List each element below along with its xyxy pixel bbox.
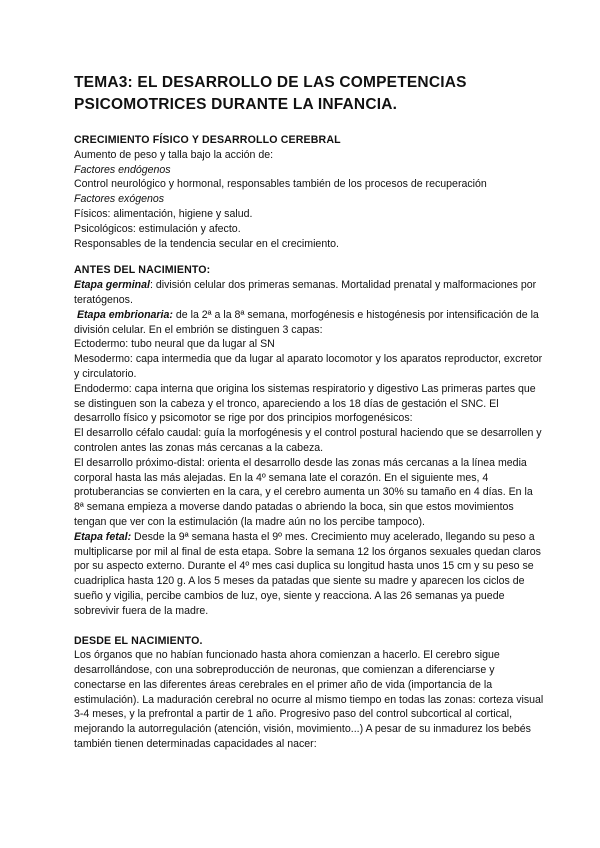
title-line-2: PSICOMOTRICES DURANTE LA INFANCIA. <box>74 96 398 113</box>
paragraph-etapa-fetal <box>74 530 544 619</box>
paragraph-desde-nacimiento: Los órganos que no habían funcionado hasta ahora comienzan a hacerlo. El cerebro sigue desarrollándose, con una sobreproducción de neuronas, que comienzan a diferenciarse y conectarse en las diferentes áreas cerebrales en el primer año de vida (importancia de la estimulación). La maduración cerebral no ocurre al mismo tiempo en todas las zonas: corteza visual 3-4 meses, y la prefrontal a partir de 1 año. Progresivo paso del control subcortical al cortical, mejorando la autorregulación (atención, visión, movimiento...) A pesar de su inmadurez los bebés también tienen determinadas capacidades al nacer: <box>74 649 544 751</box>
label-factores-exogenos: Factores exógenos <box>74 193 165 206</box>
paragraph-etapa-embrionaria <box>74 308 544 338</box>
paragraph-ectodermo: Ectodermo: tubo neural que da lugar al SN <box>74 338 275 351</box>
text-etapa-fetal: Desde la 9ª semana hasta el 9º mes. Crecimiento muy acelerado, llegando su peso a multiplicarse por mil al final de esta etapa. Sobre la semana 12 los órganos sexuales quedan claros por su aspecto externo. Durante el 4º mes casi duplica su longitud hasta unos 15 cm y su peso se cuadriplica hasta 120 g. A los 5 meses da patadas que siente su madre y aparecen los ciclos de sueño y vigilia, percibe cambios de luz, oye, siente y reacciona. A las 26 semanas ya puede sobrevivir fuera de la madre. <box>74 530 541 617</box>
paragraph-secular: Responsables de la tendencia secular en el crecimiento. <box>74 237 339 250</box>
section-heading-crecimiento: CRECIMIENTO FÍSICO Y DESARROLLO CEREBRAL <box>74 134 341 146</box>
section-heading-antes-nacimiento: ANTES DEL NACIMIENTO: <box>74 264 211 277</box>
paragraph-endodermo: Endodermo: capa interna que origina los sistemas respiratorio y digestivo Las primeras partes que se distinguen son la cabeza y el tronco, apareciendo a los 18 días de gestación el SNC. El desarrollo físico y psicomotor se rige por dos principios morfogenésicos: <box>74 382 536 425</box>
paragraph-intro: Aumento de peso y talla bajo la acción de: <box>74 148 274 161</box>
label-factores-endogenos: Factores endógenos <box>74 163 171 176</box>
paragraph-etapa-germinal <box>74 278 544 308</box>
paragraph-cefalo-caudal: El desarrollo céfalo caudal: guía la morfogénesis y el control postural haciendo que se desarrollen y controlen antes las zonas más cercanas a la cabeza. <box>74 427 542 454</box>
title-line-1: TEMA3: EL DESARROLLO DE LAS COMPETENCIAS <box>74 74 467 91</box>
label-etapa-germinal: Etapa germinal <box>74 279 150 292</box>
page-title <box>74 72 534 116</box>
text-etapa-embrionaria: de la 2ª a la 8ª semana, morfogénesis e histogénesis por intensificación de la división celular. En el embrión se distinguen 3 capas: <box>74 308 539 336</box>
paragraph-fisicos: Físicos: alimentación, higiene y salud. <box>74 207 253 220</box>
paragraph-endogenos: Control neurológico y hormonal, responsables también de los procesos de recuperación <box>74 178 487 191</box>
paragraph-psicologicos: Psicológicos: estimulación y afecto. <box>74 222 241 235</box>
section-heading-desde-nacimiento: DESDE EL NACIMIENTO. <box>74 634 203 647</box>
paragraph-mesodermo: Mesodermo: capa intermedia que da lugar al aparato locomotor y los aparatos reproductor, excretor y circulatorio. <box>74 353 543 380</box>
paragraph-proximo-distal: El desarrollo próximo-distal: orienta el desarrollo desde las zonas más cercanas a la línea media corporal hasta las más alejadas. En la 4º semana late el corazón. En el siguiente mes, 4 protuberancias se convierten en la cara, y el cerebro aumenta un 30% su tamaño en 4 días. En la 8ª semana empieza a moverse dando patadas o abriendo la boca, sin que estos movimientos tengan que ver con la estimulación (la madre aún no los percibe tampoco). <box>74 456 533 528</box>
label-etapa-embrionaria: Etapa embrionaria: <box>76 308 173 321</box>
text-etapa-germinal: : división celular dos primeras semanas. Mortalidad prenatal y malformaciones por teratógenos. <box>74 279 537 306</box>
label-etapa-fetal: Etapa fetal: <box>74 530 132 543</box>
document-body <box>74 133 544 752</box>
